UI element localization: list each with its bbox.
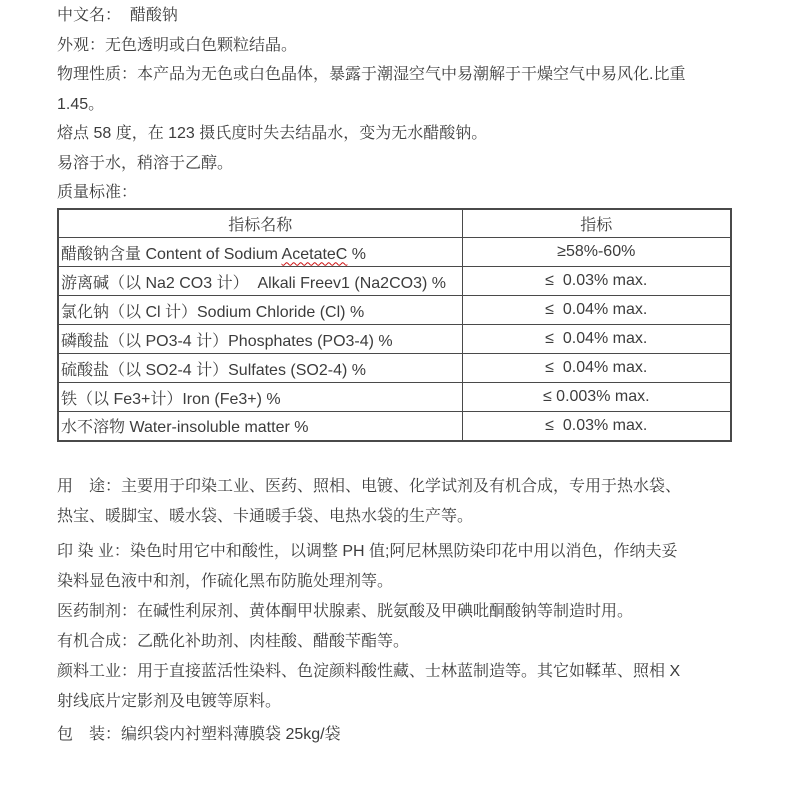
spec-value: ≤ 0.03% max.	[462, 267, 731, 296]
table-row	[58, 354, 731, 383]
spec-name: 游离碱（以 Na2 CO3 计） Alkali Freev1 (Na2CO3) %	[58, 267, 462, 296]
spec-table-header-value: 指标	[462, 209, 731, 238]
spec-name: 氯化钠（以 Cl 计）Sodium Chloride (Cl) %	[58, 296, 462, 325]
table-row	[58, 412, 731, 441]
usage-cont-line: 热宝、暖脚宝、暖水袋、卡通暖手袋、电热水袋的生产等。	[57, 507, 474, 525]
spec-value: ≤ 0.003% max.	[462, 383, 731, 412]
spec-table-header-row	[58, 209, 731, 238]
pigment-industry-line: 颜料工业：用于直接蓝活性染料、色淀颜料酸性藏、士林蓝制造等。其它如鞣革、照相 X	[57, 662, 681, 680]
spec-name-suffix: %	[347, 245, 367, 263]
pharmaceutical-line: 医药制剂：在碱性利尿剂、黄体酮甲状腺素、胱氨酸及甲碘吡酮酸钠等制造时用。	[57, 602, 634, 620]
chinese-name-line: 中文名： 醋酸钠	[57, 7, 178, 24]
quality-standard-label: 质量标准：	[57, 184, 138, 201]
pigment-industry-cont-line: 射线底片定影剂及电镀等原料。	[57, 692, 282, 710]
solubility-line: 易溶于水，稍溶于乙醇。	[57, 154, 234, 172]
melting-point-line: 熔点 58 度，在 123 摄氏度时失去结晶水，变为无水醋酸钠。	[57, 125, 488, 142]
spec-name: 磷酸盐（以 PO3-4 计）Phosphates (PO3-4) %	[58, 325, 462, 354]
spec-value: ≥58%-60%	[462, 238, 731, 267]
table-row	[58, 325, 731, 354]
physical-properties-line: 物理性质：本产品为无色或白色晶体，暴露于潮湿空气中易潮解于干燥空气中易风化.比重	[57, 66, 686, 83]
spec-value: ≤ 0.04% max.	[462, 325, 731, 354]
table-row	[58, 267, 731, 296]
table-row	[58, 296, 731, 325]
organic-synthesis-line: 有机合成：乙酰化补助剂、肉桂酸、醋酸苄酯等。	[57, 632, 410, 650]
spec-name-text: 醋酸钠含量 Content of Sodium	[61, 245, 282, 263]
table-row	[58, 238, 731, 267]
spec-value: ≤ 0.04% max.	[462, 296, 731, 325]
dyeing-industry-line: 印 染 业：染色时用它中和酸性，以调整 PH 值;阿尼林黑防染印花中用以消色，作纳夫妥	[57, 542, 678, 560]
spec-name-misspelled-word: AcetateC	[281, 245, 348, 263]
table-row	[58, 383, 731, 412]
spec-name: 硫酸盐（以 SO2-4 计）Sulfates (SO2-4) %	[58, 354, 462, 383]
appearance-line: 外观：无色透明或白色颗粒结晶。	[57, 36, 298, 54]
usage-section	[57, 472, 789, 750]
dyeing-industry-cont-line: 染料显色液中和剂，作硫化黑布防脆处理剂等。	[57, 572, 394, 590]
packaging-line: 包 装：编织袋内衬塑料薄膜袋 25kg/袋	[57, 725, 341, 743]
spec-value: ≤ 0.03% max.	[462, 412, 731, 441]
spec-name: 铁（以 Fe3+计）Iron (Fe3+) %	[58, 383, 462, 412]
spec-value: ≤ 0.04% max.	[462, 354, 731, 383]
spec-table-header-name: 指标名称	[58, 209, 462, 238]
spec-name	[58, 238, 462, 267]
physical-properties-cont-line: 1.45。	[57, 95, 105, 113]
spec-name: 水不溶物 Water-insoluble matter %	[58, 412, 462, 441]
usage-line: 用 途：主要用于印染工业、医药、照相、电镀、化学试剂及有机合成，专用于热水袋、	[57, 477, 682, 495]
spec-table	[57, 208, 732, 442]
